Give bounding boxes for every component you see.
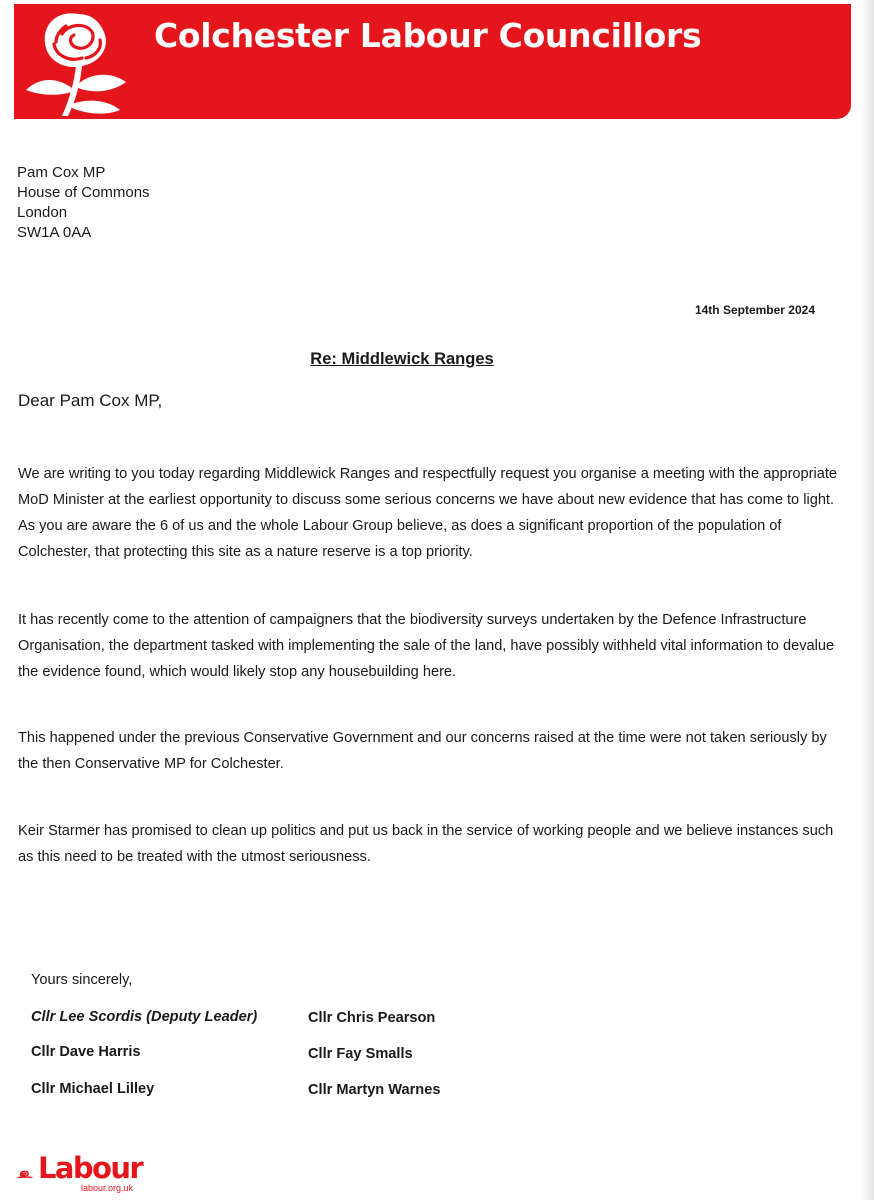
address-line: House of Commons [17,184,150,201]
letterhead-title: Colchester Labour Councillors [154,16,702,55]
signatory-name: Cllr Dave Harris [31,1044,141,1060]
signatory-name: Cllr Michael Lilley [31,1081,155,1097]
letterhead-banner [14,4,851,119]
labour-rose-icon [16,4,148,118]
signatory-name: Cllr Lee Scordis (Deputy Leader) [31,1009,258,1025]
signatory-name: Cllr Fay Smalls [308,1046,413,1062]
page-edge-shadow [860,0,874,1200]
footer-url: labour.org.uk [81,1183,134,1193]
recipient-address [17,163,150,243]
closing-line: Yours sincerely, [31,972,133,988]
letter-subject: Re: Middlewick Ranges [310,350,494,368]
body-paragraph: This happened under the previous Conservative Government and our concerns raised at the time were not taken seriously by the then Conservative MP for Colchester. [18,730,827,772]
body-paragraph: Keir Starmer has promised to clean up politics and put us back in the service of working people and we believe instances such as this need to be treated with the utmost seriousness. [18,823,834,865]
body-paragraph: We are writing to you today regarding Middlewick Ranges and respectfully request you organise a meeting with the appropriate MoD Minister at the earliest opportunity to discuss some serious concerns we have about new evidence that has come to light. As you are aware the 6 of us and the whole Labour Group believe, as does a significant proportion of the population of Colchester, that protecting this site as a nature reserve is a top priority. [18,466,838,560]
labour-wordmark: Labour [38,1151,143,1185]
signatory-name: Cllr Chris Pearson [308,1010,436,1026]
address-line: London [17,204,68,221]
signatory-name: Cllr Martyn Warnes [308,1082,441,1098]
body-paragraph: It has recently come to the attention of campaigners that the biodiversity surveys undertaken by the Defence Infrastructure Organisation, the department tasked with implementing the sale of the land, have possibly withheld vital information to devalue the evidence found, which would likely stop any housebuilding here. [18,612,835,680]
address-line: SW1A 0AA [17,224,92,241]
labour-footer-rose-icon [14,1152,40,1196]
letter-date: 14th September 2024 [694,303,815,317]
salutation: Dear Pam Cox MP, [18,391,163,410]
address-line: Pam Cox MP [17,164,106,181]
